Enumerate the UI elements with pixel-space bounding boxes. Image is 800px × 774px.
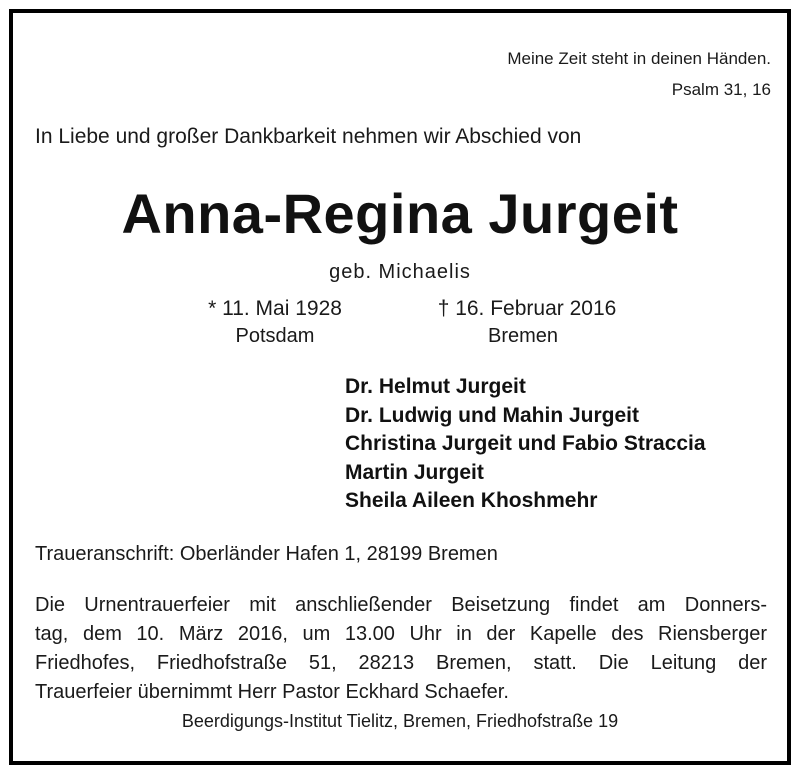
ceremony-line: Die Urnentrauerfeier mit anschließender Beisetzung findet am Donners- <box>35 594 767 616</box>
maiden-name: geb. Michaelis <box>329 261 471 283</box>
deceased-name: Anna-Regina Jurgeit <box>121 182 679 245</box>
mourners-list <box>345 373 706 516</box>
mourner-name: Dr. Ludwig und Mahin Jurgeit <box>345 403 639 427</box>
mourner-name: Dr. Helmut Jurgeit <box>345 375 526 398</box>
bible-quote-source: Psalm 31, 16 <box>671 80 771 99</box>
mourner-name: Christina Jurgeit und Fabio Straccia <box>345 432 706 455</box>
mourner-name: Sheila Aileen Khoshmehr <box>345 489 598 512</box>
death-place: Bremen <box>487 325 559 347</box>
bible-quote: Meine Zeit steht in deinen Händen. <box>507 49 771 68</box>
intro-text: In Liebe und großer Dankbarkeit nehmen wir Abschied von <box>35 125 582 148</box>
ceremony-announcement <box>35 591 767 707</box>
ceremony-line: Trauerfeier übernimmt Herr Pastor Eckhard Schaefer. <box>35 681 509 703</box>
mourner-name: Martin Jurgeit <box>345 460 484 484</box>
birth-date: * 11. Mai 1928 <box>208 297 342 320</box>
mourning-address: Traueranschrift: Oberländer Hafen 1, 28199 Bremen <box>35 543 498 565</box>
undertaker-info: Beerdigungs-Institut Tielitz, Bremen, Friedhofstraße 19 <box>181 711 619 731</box>
obituary-notice <box>9 9 791 765</box>
death-date: † 16. Februar 2016 <box>437 297 617 320</box>
birth-place: Potsdam <box>235 325 315 347</box>
ceremony-line: tag, dem 10. März 2016, um 13.00 Uhr in der Kapelle des Riensberger <box>35 623 767 645</box>
ceremony-line: Friedhofes, Friedhofstraße 51, 28213 Bremen, statt. Die Leitung der <box>35 652 767 674</box>
